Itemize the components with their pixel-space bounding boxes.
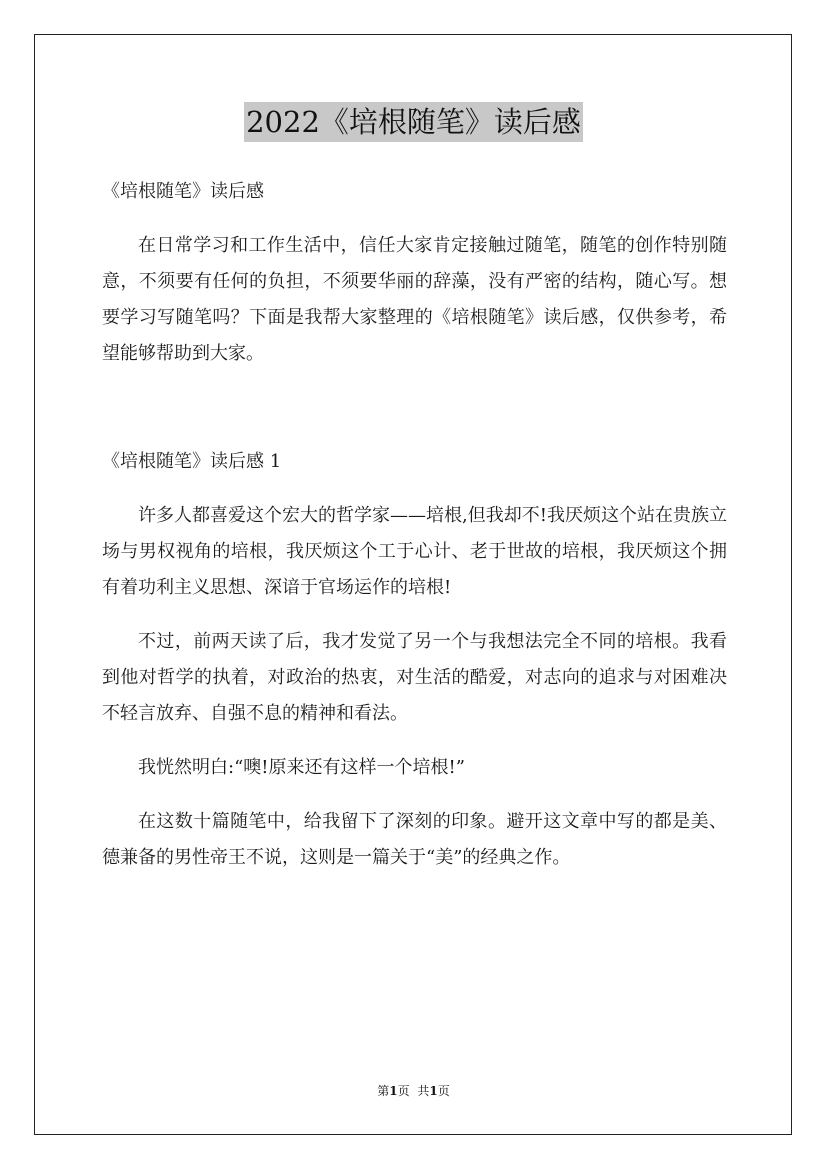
total-pages: 1 [429, 1084, 438, 1098]
page-label-prefix: 第 [377, 1084, 390, 1098]
section-spacer [102, 390, 727, 444]
section-heading: 《培根随笔》读后感 1 [102, 451, 282, 472]
total-label-suffix: 页 [437, 1084, 450, 1098]
body-paragraph-3: 我恍然明白:“噢!原来还有这样一个培根!” [138, 757, 465, 778]
document-body [102, 174, 727, 894]
intro-paragraph: 在日常学习和工作生活中，信任大家肯定接触过随笔，随笔的创作特别随意，不须要有任何的负担，不须要华丽的辞藻，没有严密的结构，随心写。想要学习写随笔吗？下面是我帮大家整理的《培根随笔》读后感，仅供参考，希望能够帮助到大家。 [102, 235, 727, 364]
title-container [0, 102, 827, 142]
body-paragraph-4: 在这数十篇随笔中，给我留下了深刻的印象。避开这文章中写的都是美、德兼备的男性帝王不说，这则是一篇关于“美”的经典之作。 [102, 811, 727, 868]
page-number: 1 [389, 1084, 398, 1098]
page-label-suffix: 页 [397, 1084, 410, 1098]
body-paragraph-1: 许多人都喜爱这个宏大的哲学家——培根,但我却不!我厌烦这个站在贵族立场与男权视角的培根，我厌烦这个工于心计、老于世故的培根，我厌烦这个拥有着功利主义思想、深谙于官场运作的培根! [102, 505, 727, 598]
document-title: 2022《培根随笔》读后感 [244, 102, 583, 142]
page-footer [0, 1082, 827, 1100]
body-paragraph-2: 不过，前两天读了后，我才发觉了另一个与我想法完全不同的培根。我看到他对哲学的执着，对政治的热衷，对生活的酷爱，对志向的追求与对困难决不轻言放弃、自强不息的精神和看法。 [102, 631, 727, 724]
document-subtitle: 《培根随笔》读后感 [102, 181, 264, 202]
total-label-prefix: 共 [417, 1084, 430, 1098]
